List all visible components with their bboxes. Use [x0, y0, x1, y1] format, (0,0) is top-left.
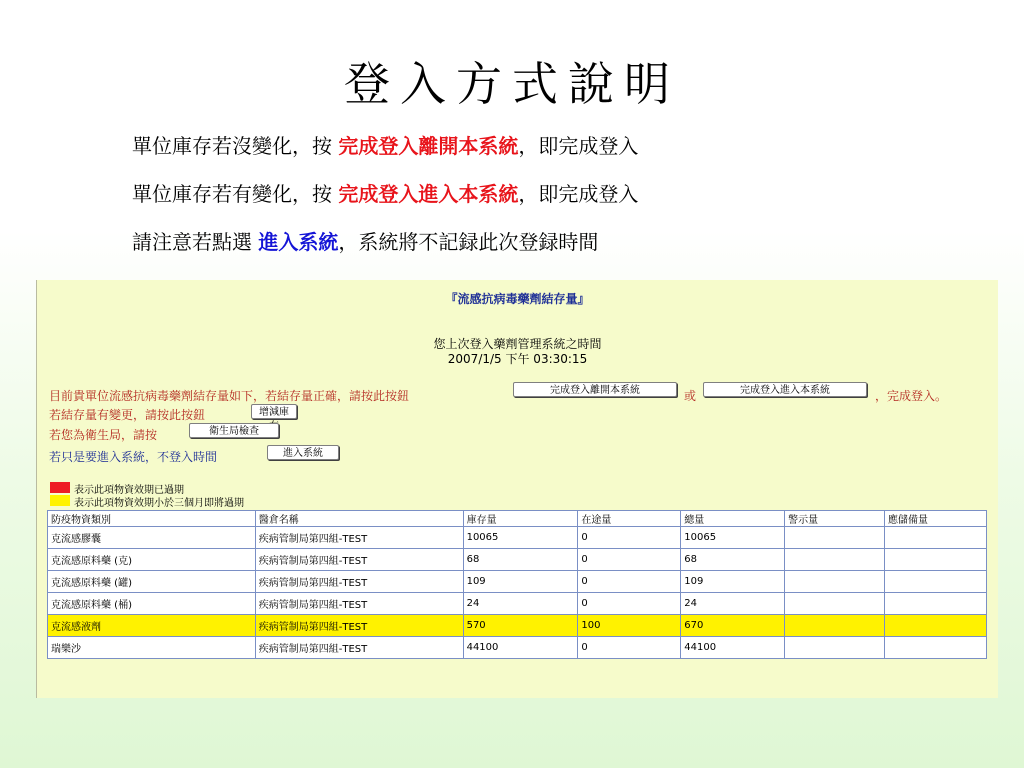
table-row [48, 549, 987, 571]
or-text: 或 [684, 389, 697, 403]
intro-line-1-emphasis: 完成登入離開本系統 [338, 134, 519, 158]
intro-line-1 [132, 130, 638, 159]
table-cell: 克流感原料藥 (克) [48, 549, 256, 571]
last-login-label: 您上次登入藥劑管理系統之時間 [433, 337, 602, 351]
table-cell [785, 549, 885, 571]
adjust-stock-button[interactable]: 增減庫 [251, 404, 297, 419]
table-cell: 0 [578, 549, 681, 571]
stock-page-title: 『流感抗病毒藥劑結存量』 [445, 292, 590, 306]
table-cell: 0 [578, 527, 681, 549]
table-cell: 0 [578, 637, 681, 659]
table-row [48, 593, 987, 615]
table-row [48, 637, 987, 659]
table-row [48, 527, 987, 549]
column-header-reserve: 應儲備量 [885, 511, 987, 527]
finish-login-enter-button[interactable]: 完成登入進入本系統 [703, 382, 867, 397]
table-cell: 24 [463, 593, 578, 615]
table-cell: 疾病管制局第四組-TEST [255, 549, 463, 571]
intro-line-2 [132, 178, 638, 207]
instruction-adjust-text: 若結存量有變更，請按此按鈕 [49, 408, 206, 422]
finish-login-tail-text: ，完成登入。 [875, 389, 948, 403]
system-screenshot [36, 280, 998, 698]
column-header-warehouse: 醫倉名稱 [255, 511, 463, 527]
intro-line-3-after: ，系統將不記録此次登録時間 [338, 230, 599, 254]
intro-line-3-emphasis: 進入系統 [258, 230, 339, 254]
table-cell [785, 615, 885, 637]
table-cell: 克流感膠囊 [48, 527, 256, 549]
table-cell [885, 549, 987, 571]
column-header-category: 防疫物資類別 [48, 511, 256, 527]
column-header-in-transit: 在途量 [578, 511, 681, 527]
table-row [48, 571, 987, 593]
table-cell [785, 571, 885, 593]
expiring-legend-label: 表示此項物資效期小於三個月即將過期 [74, 498, 244, 509]
instruction-health-text: 若您為衛生局，請按 [49, 428, 158, 442]
table-cell: 克流感液劑 [48, 615, 256, 637]
table-cell: 44100 [463, 637, 578, 659]
instruction-confirm-text: 目前貴單位流感抗病毒藥劑結存量如下，若結存量正確，請按此按鈕 [49, 389, 410, 403]
table-cell: 109 [463, 571, 578, 593]
table-cell: 瑞樂沙 [48, 637, 256, 659]
table-cell: 10065 [463, 527, 578, 549]
intro-line-2-before: 單位庫存若有變化，按 [132, 182, 339, 206]
intro-line-1-after: ，即完成登入 [518, 134, 639, 158]
table-cell: 44100 [681, 637, 785, 659]
table-cell: 570 [463, 615, 578, 637]
table-cell: 100 [578, 615, 681, 637]
table-header-row [48, 511, 987, 527]
expiring-legend-swatch [50, 495, 70, 506]
table-cell: 670 [681, 615, 785, 637]
table-cell [885, 593, 987, 615]
table-cell [885, 637, 987, 659]
table-cell [885, 571, 987, 593]
table-cell: 68 [681, 549, 785, 571]
instruction-enter-text: 若只是要進入系統，不登入時間 [49, 450, 218, 464]
table-cell: 24 [681, 593, 785, 615]
finish-login-leave-button[interactable]: 完成登入離開本系統 [513, 382, 677, 397]
table-cell [785, 637, 885, 659]
intro-line-3-before: 請注意若點選 [132, 230, 259, 254]
table-cell: 109 [681, 571, 785, 593]
table-cell [885, 527, 987, 549]
intro-line-3 [132, 226, 598, 255]
table-cell: 疾病管制局第四組-TEST [255, 527, 463, 549]
column-header-stock: 庫存量 [463, 511, 578, 527]
table-cell: 10065 [681, 527, 785, 549]
table-cell: 疾病管制局第四組-TEST [255, 637, 463, 659]
last-login-time: 2007/1/5 下午 03:30:15 [447, 352, 588, 366]
table-cell: 克流感原料藥 (罐) [48, 571, 256, 593]
table-cell: 疾病管制局第四組-TEST [255, 593, 463, 615]
table-cell: 0 [578, 571, 681, 593]
table-cell: 68 [463, 549, 578, 571]
slide-title: 登入方式說明 [344, 57, 680, 111]
enter-system-button[interactable]: 進入系統 [267, 445, 339, 460]
intro-line-2-after: ，即完成登入 [518, 182, 639, 206]
health-bureau-check-button[interactable]: 衛生局檢查 [189, 423, 279, 438]
expired-legend-label: 表示此項物資效期已過期 [74, 485, 184, 496]
table-cell: 疾病管制局第四組-TEST [255, 615, 463, 637]
column-header-total: 總量 [681, 511, 785, 527]
table-cell [785, 593, 885, 615]
stock-table [47, 510, 987, 659]
table-cell: 克流感原料藥 (桶) [48, 593, 256, 615]
table-cell [785, 527, 885, 549]
expired-legend-swatch [50, 482, 70, 493]
table-cell: 0 [578, 593, 681, 615]
intro-line-1-before: 單位庫存若沒變化，按 [132, 134, 339, 158]
intro-line-2-emphasis: 完成登入進入本系統 [338, 182, 519, 206]
table-row-expiring [48, 615, 987, 637]
column-header-alert: 警示量 [785, 511, 885, 527]
table-cell [885, 615, 987, 637]
table-cell: 疾病管制局第四組-TEST [255, 571, 463, 593]
